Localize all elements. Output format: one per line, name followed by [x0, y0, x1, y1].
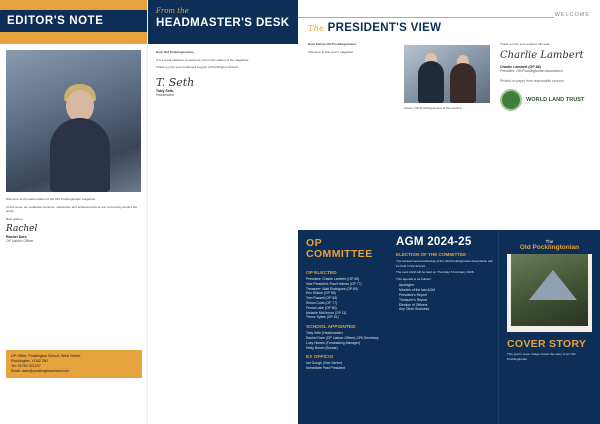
- office-phone[interactable]: Tel: 01759 321207: [11, 364, 41, 368]
- agm-title-word: AGM: [396, 236, 424, 248]
- world-land-trust-icon: [500, 89, 522, 111]
- office-address-line: Pocklington, YO42 2NJ: [11, 359, 49, 363]
- cover-masthead-small: The: [545, 239, 554, 244]
- committee-member: Fenna Lake (OP 80): [306, 305, 337, 310]
- cover-story-paragraph: This year's cover image shows the story of an Old Pocklingtonian.: [507, 352, 576, 361]
- headmaster-name: Toby Seth,: [156, 88, 175, 93]
- presidents-view-body: [308, 42, 590, 222]
- cover-story-title: COVER STORY: [507, 338, 587, 350]
- cover-thumbnail: [507, 236, 592, 332]
- presidents-view-column: [298, 0, 600, 424]
- cover-image: [511, 254, 588, 326]
- editors-note-column: [0, 0, 148, 424]
- president-role: President, Old Pocklingtonian Association: [500, 68, 563, 73]
- cover-story-panel: [498, 230, 600, 424]
- op-committee-title-line: OP: [306, 237, 322, 249]
- editor-photo-figure: [50, 118, 110, 192]
- committee-section-heading: EX OFFICIO: [306, 355, 334, 361]
- headmasters-desk-from: From the: [156, 7, 189, 15]
- president-greeting: Dear Fellow Old Pocklingtonians,: [308, 42, 357, 46]
- committee-member: Immediate Past President: [306, 366, 345, 371]
- agm-paragraph: The next AGM will be held on Thursday 5 February 2026.: [396, 270, 475, 275]
- office-email[interactable]: Email: dare@pocklingtonschool.com: [11, 369, 70, 373]
- agm-agenda-item: Election of Officers: [399, 302, 428, 307]
- presidents-view-col-a: [308, 42, 394, 54]
- editor-name: Rachel Dare: [6, 235, 27, 240]
- presidents-view-heading: PRESIDENT'S VIEW: [327, 22, 442, 34]
- president-photo-caption: Above: Old Pocklingtonians at the reunion.: [404, 106, 463, 110]
- committee-member: Toby Seth (Headmaster): [306, 331, 343, 336]
- editor-role: OP Liaison Officer: [6, 239, 34, 244]
- editors-note-paragraph: In this issue, we celebrate reunions, milestones and achievements of our community around the world.: [6, 204, 138, 214]
- agm-paragraph: The Annual General Meeting of the Old Pocklingtonian Association will be held in the School.: [396, 259, 493, 268]
- committee-member: Rachel Dare (OP Liaison Officer) OPA Secretary: [306, 335, 379, 340]
- agm-agenda-item: President's Report: [399, 292, 427, 297]
- presidents-view-the: The: [308, 24, 325, 33]
- committee-member: Vice President: Paul Holmes (OP 77): [306, 281, 362, 286]
- committee-section-heading: SCHOOL APPOINTED: [306, 325, 356, 331]
- headmasters-desk-column: [148, 0, 298, 424]
- committee-member: President: Charlie Lambert (OP 88): [306, 277, 360, 281]
- committee-member: Treasurer: Matt Rodrigues (OP 85): [306, 286, 359, 291]
- editor-photo: [6, 50, 141, 192]
- agm-subtitle: ELECTION OF THE COMMITTEE: [396, 252, 467, 257]
- agm-agenda-item: Any Other Business: [399, 307, 429, 312]
- president-signature: Charlie Lambert: [500, 49, 584, 61]
- headmaster-signature: T. Seth: [156, 75, 195, 89]
- headmasters-desk-banner: [148, 0, 298, 44]
- editors-note-paragraph: Welcome to the latest edition of the Old Pocklingtonian magazine.: [6, 197, 97, 201]
- paper-source-caption: Printed on paper from responsible sources: [500, 78, 564, 83]
- op-committee-list: [306, 266, 392, 371]
- office-address-line: OP Office, Pocklington School, West Green,: [11, 354, 82, 358]
- committee-member: Ian Gough (Vice Senior): [306, 361, 343, 366]
- president-paragraph: Thank you for your support this year.: [500, 42, 551, 46]
- agm-title-years: 2024-25: [427, 236, 472, 248]
- world-land-trust-name: WORLD LAND TRUST: [526, 96, 585, 103]
- agm-agenda-intro: This agenda is as follows:: [396, 276, 432, 281]
- president-paragraph: Welcome to this year's magazine.: [308, 49, 355, 54]
- president-name: Charlie Lambert (OP 88): [500, 64, 541, 69]
- committee-member: Eric Wilson (OP 58): [306, 291, 336, 296]
- headmaster-paragraph: Thank you for your continued support of Pocklington School.: [156, 65, 239, 70]
- bottom-panels: [298, 230, 600, 424]
- presidents-view-col-c: [500, 42, 590, 111]
- committee-member: Simon Cutts (OP 77): [306, 300, 338, 305]
- editors-note-signoff: Best wishes: [6, 216, 23, 221]
- committee-member: Hetty Brown (Bursar): [306, 345, 338, 350]
- president-photo: [404, 45, 490, 103]
- op-committee-title: [306, 238, 373, 260]
- mountain-icon: [529, 270, 577, 300]
- headmasters-desk-title: HEADMASTER'S DESK: [156, 17, 290, 29]
- committee-member: Trevor Sykes (OP 61): [306, 315, 339, 320]
- committee-member: Tom Russell (OP 83): [306, 296, 338, 301]
- world-land-trust-badge: [500, 89, 590, 111]
- presidents-view-col-b: [404, 42, 490, 111]
- president-photo-figure: [418, 61, 444, 103]
- president-photo-figure: [450, 63, 476, 103]
- committee-member: Lucy Homes (Fundraising Manager): [306, 340, 361, 345]
- welcome-tag: WELCOME: [554, 12, 590, 18]
- agm-agenda-item: Minutes of the last AGM: [399, 288, 435, 293]
- presidents-view-title: [308, 22, 441, 34]
- cover-masthead: [507, 236, 592, 254]
- headmaster-paragraph: It is a great pleasure to welcome you to this edition of the magazine.: [156, 57, 250, 62]
- headmaster-greeting: Dear Old Pocklingtonians,: [156, 50, 195, 54]
- headmasters-desk-body: [148, 44, 298, 103]
- committee-section-heading: OP ELECTED: [306, 271, 337, 276]
- welcome-rule-line: [298, 17, 554, 18]
- op-committee-title-line: COMMITTEE: [306, 248, 373, 260]
- agm-agenda-item: Apologies: [399, 283, 414, 288]
- cover-masthead-big: Old Pocklingtonian: [519, 244, 580, 251]
- editors-note-title: EDITOR'S NOTE: [0, 10, 148, 32]
- committee-member: Melanie McKinnon (OP 11): [306, 310, 347, 315]
- agm-title: [396, 236, 494, 248]
- agm-agenda-item: Treasurer's Report: [399, 297, 428, 302]
- agm-panel: [396, 236, 494, 312]
- editor-signature: Rachel: [6, 224, 38, 235]
- op-office-contact-box: [6, 350, 142, 378]
- headmaster-role: Headmaster: [156, 92, 175, 97]
- agm-agenda-list: [396, 283, 494, 312]
